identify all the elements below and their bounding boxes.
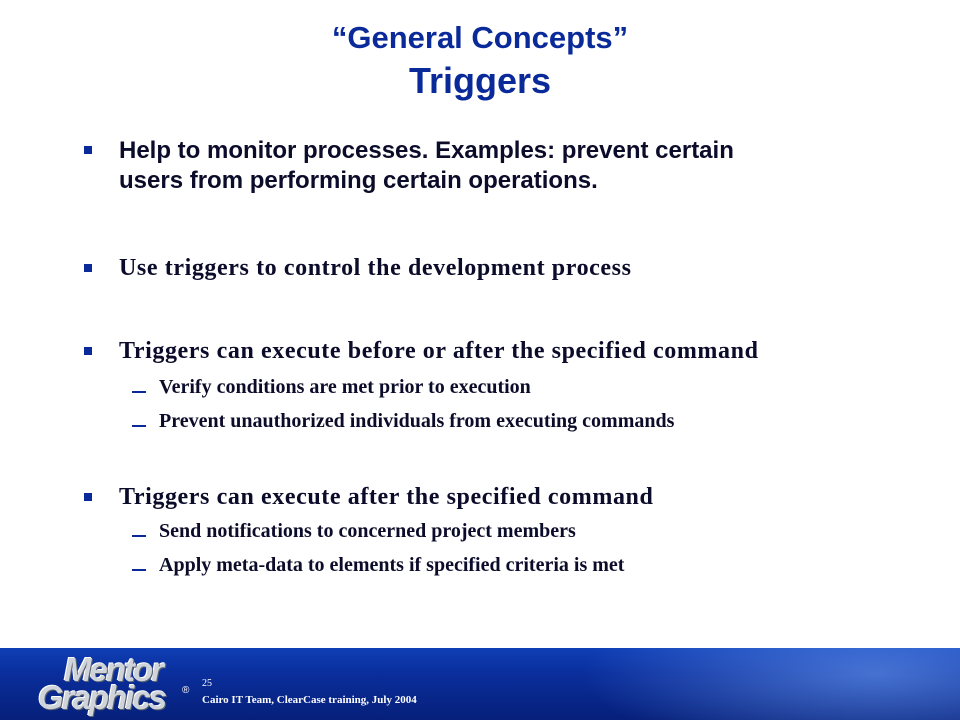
logo-word-2: Graphics [38,679,166,716]
bullet-1-line-2: users from performing certain operations. [119,167,598,194]
footer-caption: Cairo IT Team, ClearCase training, July 2004 [202,694,417,706]
slide-title [0,18,960,104]
sub-bullet-dash [132,535,146,537]
title-line-2: Triggers [408,60,552,101]
footer-glow [580,648,960,720]
sub-bullet-dash [132,391,146,393]
logo-word-1: Mentor [64,651,162,688]
mentor-graphics-logo [38,651,190,716]
bullet-marker [84,264,92,272]
bullet-4-line-1: Triggers can execute after the specified command [119,484,654,510]
bullet-3-line-1: Triggers can execute before or after the specified command [119,338,759,364]
sub-bullet-dash [132,425,146,427]
bullet-3-sub-1: Verify conditions are met prior to execution [159,376,531,398]
bullet-marker [84,146,92,154]
sub-bullet-dash [132,569,146,571]
page-number: 25 [202,678,212,689]
bullet-1-line-1: Help to monitor processes. Examples: prevent certain [119,137,734,164]
registered-mark: ® [182,685,190,696]
bullet-marker [84,347,92,355]
title-line-1: “General Concepts” [331,20,629,55]
bullet-4-sub-2: Apply meta-data to elements if specified criteria is met [159,554,625,576]
bullet-4-sub-1: Send notifications to concerned project members [159,520,576,542]
bullet-marker [84,493,92,501]
bullet-2-line-1: Use triggers to control the development process [119,255,632,281]
bullet-3-sub-2: Prevent unauthorized individuals from executing commands [159,410,675,432]
